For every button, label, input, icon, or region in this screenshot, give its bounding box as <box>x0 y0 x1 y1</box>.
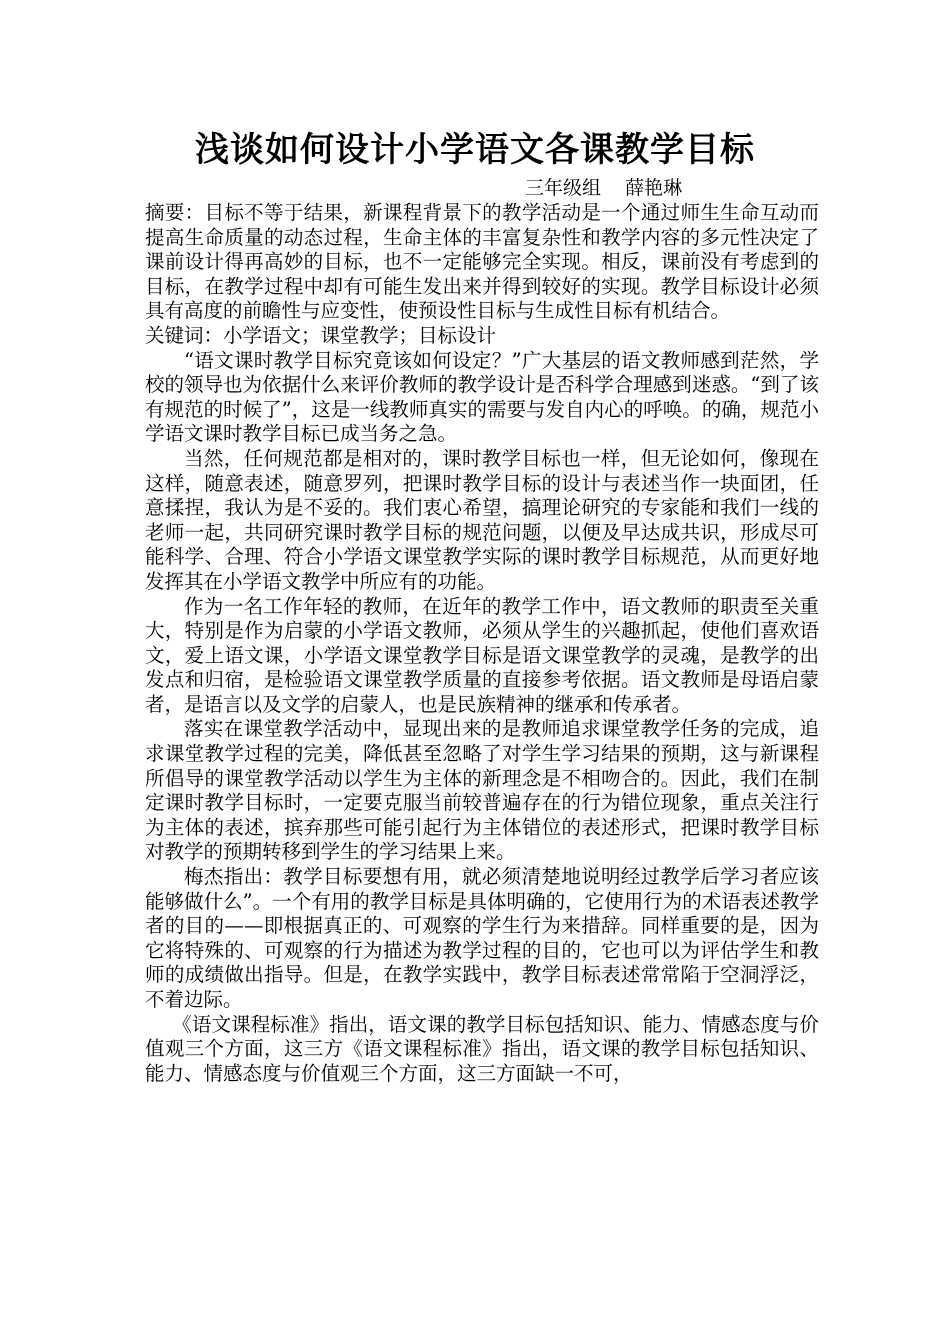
abstract-paragraph: 摘要：目标不等于结果，新课程背景下的教学活动是一个通过师生生命互动而提高生命质量的动态过程，生命主体的丰富复杂性和教学内容的多元性决定了课前设计得再高妙的目标，也不一定能够完全实现。相反，课前没有考虑到的目标，在教学过程中却有可能生发出来并得到较好的实现。教学目标设计必须具有高度的前瞻性与应变性，使预设性目标与生成性目标有机结合。 <box>145 201 819 323</box>
keywords-line: 关键词：小学语文；课堂教学；目标设计 <box>145 323 497 347</box>
body-paragraph-4: 落实在课堂教学活动中，显现出来的是教师追求课堂教学任务的完成，追求课堂教学过程的完美，降低甚至忽略了对学生学习结果的预期，这与新课程所倡导的课堂教学活动以学生为主体的新理念是不相吻合的。因此，我们在制定课时教学目标时，一定要克服当前较普遍存在的行为错位现象，重点关注行为主体的表述，摈弃那些可能引起行为主体错位的表述形式，把课时教学目标对教学的预期转移到学生的学习结果上来。 <box>145 717 819 864</box>
author-line: 三年级组 薛艳琳 <box>525 177 683 199</box>
document-body <box>145 201 819 1086</box>
document-title: 浅谈如何设计小学语文各课教学目标 <box>195 130 755 170</box>
body-paragraph-5: 梅杰指出：教学目标要想有用，就必须清楚地说明经过教学后学习者应该能够做什么”。一个有用的教学目标是具体明确的，它使用行为的术语表述教学者的目的——即根据真正的、可观察的学生行为来措辞。同样重要的是，因为它将特殊的、可观察的行为描述为教学过程的目的，它也可以为评估学生和教师的成绩做出指导。但是，在教学实践中，教学目标表述常常陷于空洞浮泛，不着边际。 <box>145 865 819 1011</box>
body-paragraph-6: 《语文课程标准》指出，语文课的教学目标包括知识、能力、情感态度与价值观三个方面，这三方《语文课程标准》指出，语文课的教学目标包括知识、能力、情感态度与价值观三个方面，这三方面缺一不可， <box>145 1012 819 1085</box>
body-paragraph-3: 作为一名工作年轻的教师，在近年的教学工作中，语文教师的职责至关重大，特别是作为启蒙的小学语文教师，必须从学生的兴趣抓起，使他们喜欢语文，爱上语文课，小学语文课堂教学目标是语文课堂教学的灵魂，是教学的出发点和归宿，是检验语文课堂教学质量的直接参考依据。语文教师是母语启蒙者，是语言以及文学的启蒙人，也是民族精神的继承和传承者。 <box>145 594 819 716</box>
body-paragraph-2: 当然，任何规范都是相对的，课时教学目标也一样，但无论如何，像现在这样，随意表述，随意罗列，把课时教学目标的设计与表述当作一块面团，任意揉捏，我认为是不妥的。我们衷心希望，搞理论研究的专家能和我们一线的老师一起，共同研究课时教学目标的规范问题，以便及早达成共识，形成尽可能科学、合理、符合小学语文课堂教学实际的课时教学目标规范，从而更好地发挥其在小学语文教学中所应有的功能。 <box>145 446 819 593</box>
body-paragraph-1: “语文课时教学目标究竟该如何设定？”广大基层的语文教师感到茫然，学校的领导也为依据什么来评价教师的教学设计是否科学合理感到迷惑。“到了该有规范的时候了”，这是一线教师真实的需要与发自内心的呼唤。的确，规范小学语文课时教学目标已成当务之急。 <box>145 348 819 446</box>
